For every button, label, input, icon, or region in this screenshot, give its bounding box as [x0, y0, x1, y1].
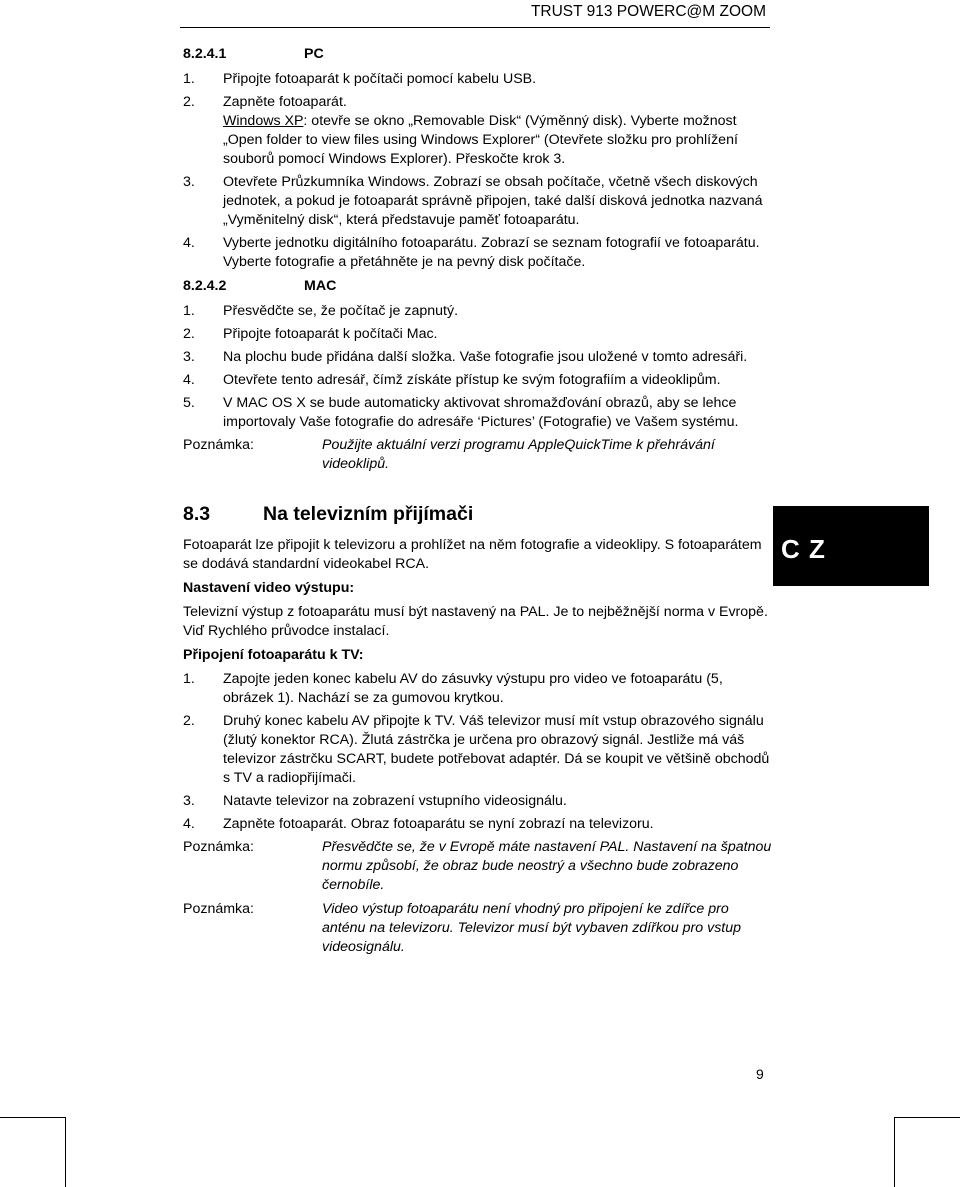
page-header: [180, 0, 770, 28]
note-label: Poznámka:: [183, 839, 254, 855]
page-number: 9: [756, 1066, 764, 1082]
list-text: Na plochu bude přidána další složka. Vaše fotografie jsou uložené v tomto adresáři.: [223, 349, 748, 365]
list-item: [183, 234, 773, 272]
page-content: [183, 40, 773, 962]
list-number: 4.: [183, 235, 195, 251]
list-number: 3.: [183, 349, 195, 365]
list-text: Připojte fotoaparát k počítači Mac.: [223, 326, 438, 342]
section-heading-mac: [183, 277, 773, 296]
note-label: Poznámka:: [183, 437, 254, 453]
list-text: Přesvědčte se, že počítač je zapnutý.: [223, 303, 459, 319]
list-number: 2.: [183, 713, 195, 729]
crop-mark: [894, 1117, 895, 1187]
list-number: 5.: [183, 395, 195, 411]
list-item: [183, 70, 773, 89]
list-number: 1.: [183, 671, 195, 687]
language-tab: [773, 506, 929, 586]
language-tab-label: C Z: [781, 534, 826, 564]
list-text: Druhý konec kabelu AV připojte k TV. Váš televizor musí mít vstup obrazového signálu (žlutý konektor RCA). Žlutá zástrčka je určena pro obrazový signál. Jestliže má váš televizor zástrčku SCART, budete potřebovat adaptér. Dá se koupit ve většině obchodů s TV a radiopřijímači.: [223, 713, 770, 786]
list-item: [183, 371, 773, 390]
list-text: Vyberte jednotku digitálního fotoaparátu. Zobrazí se seznam fotografií ve fotoaparátu. Vyberte fotografie a přetáhněte je na pevný disk počítače.: [223, 235, 760, 270]
list-number: 3.: [183, 793, 195, 809]
list-number: 2.: [183, 94, 195, 110]
note-text: Video výstup fotoaparátu není vhodný pro připojení ke zdířce pro anténu na televizoru. Televizor musí být vybaven zdířkou pro vstup videosignálu.: [322, 901, 742, 955]
list-item: [183, 302, 773, 321]
list-item: [183, 712, 773, 788]
crop-mark: [894, 1117, 960, 1118]
windows-xp-label: Windows XP: [223, 113, 304, 129]
list-number: 2.: [183, 326, 195, 342]
crop-mark: [0, 1117, 66, 1118]
subheading-video-output: Nastavení video výstupu:: [183, 580, 355, 596]
list-text: Zapojte jeden konec kabelu AV do zásuvky výstupu pro video ve fotoaparátu (5, obrázek 1). Nachází se za gumovou krytkou.: [223, 671, 723, 706]
list-text: Zapněte fotoaparát. Obraz fotoaparátu se nyní zobrazí na televizoru.: [223, 816, 654, 832]
subheading-tv-connection: Připojení fotoaparátu k TV:: [183, 647, 364, 663]
list-number: 1.: [183, 303, 195, 319]
section-number: 8.2.4.1: [183, 46, 227, 62]
list-item: [183, 670, 773, 708]
list-text: Otevřete Průzkumníka Windows. Zobrazí se obsah počítače, včetně všech diskových jednotek, a pokud je fotoaparát správně připojen, také další disková jednotka nazvaná „Vyměnitelný disk“, která představuje paměť fotoaparátu.: [223, 174, 763, 228]
note-label: Poznámka:: [183, 901, 254, 917]
note: [183, 900, 773, 957]
section-heading-tv: [183, 505, 773, 524]
section-title: MAC: [304, 278, 337, 294]
list-number: 4.: [183, 816, 195, 832]
list-item: [183, 815, 773, 834]
list-text: Připojte fotoaparát k počítači pomocí kabelu USB.: [223, 71, 537, 87]
list-item: [183, 173, 773, 230]
list-number: 4.: [183, 372, 195, 388]
list-number: 1.: [183, 71, 195, 87]
note: [183, 436, 773, 474]
section-number: 8.3: [183, 503, 211, 525]
note: [183, 838, 773, 895]
note-text: Použijte aktuální verzi programu AppleQuickTime k přehrávání videoklipů.: [322, 437, 715, 472]
list-item-continuation: [183, 112, 773, 169]
list-item: [183, 394, 773, 432]
list-item: [183, 93, 773, 112]
list-text: V MAC OS X se bude automaticky aktivovat shromažďování obrazů, aby se lehce importovaly Vaše fotografie do adresáře ‘Pictures’ (Fotografie) ve Vašem systému.: [223, 395, 739, 430]
list-item: [183, 348, 773, 367]
section-title: PC: [304, 46, 324, 62]
list-item: [183, 325, 773, 344]
crop-mark: [65, 1117, 66, 1187]
intro-paragraph: Fotoaparát lze připojit k televizoru a prohlížet na něm fotografie a videoklipy. S fotoaparátem se dodává standardní videokabel RCA.: [183, 537, 762, 572]
video-output-paragraph: Televizní výstup z fotoaparátu musí být nastavený na PAL. Je to nejběžnější norma v Evropě. Viď Rychlého průvodce instalací.: [183, 604, 768, 639]
list-text: Otevřete tento adresář, čímž získáte přístup ke svým fotografiím a videoklipům.: [223, 372, 721, 388]
windows-xp-text: : otevře se okno „Removable Disk“ (Výměnný disk). Vyberte možnost „Open folder to view files using Windows Explorer“ (Otevřete složku pro prohlížení souborů pomocí Windows Explorer). Přeskočte krok 3.: [223, 113, 738, 167]
list-number: 3.: [183, 174, 195, 190]
document-title: TRUST 913 POWERC@M ZOOM: [530, 3, 766, 20]
note-text: Přesvědčte se, že v Evropě máte nastavení PAL. Nastavení na špatnou normu způsobí, že obraz bude neostrý a všechno bude zobrazeno černobíle.: [322, 839, 772, 893]
list-text: Natavte televizor na zobrazení vstupního videosignálu.: [223, 793, 567, 809]
list-item: [183, 792, 773, 811]
section-title: Na televizním přijímači: [263, 503, 474, 525]
section-number: 8.2.4.2: [183, 278, 227, 294]
section-heading-pc: [183, 45, 773, 64]
list-text: Zapněte fotoaparát.: [223, 94, 347, 110]
